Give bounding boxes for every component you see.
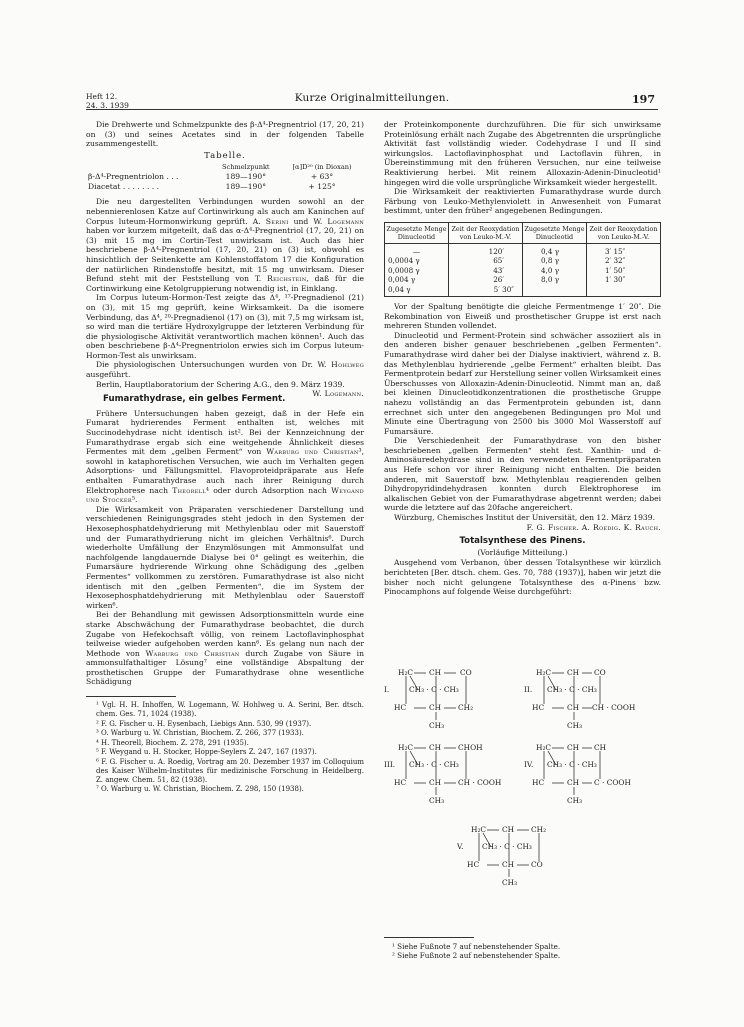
- formula-label: I.: [384, 685, 390, 694]
- column-header: Zugesetzte Menge Dinucleotid: [522, 222, 586, 243]
- column-header: Zeit der Reoxydation von Leuko-M.-V.: [448, 222, 522, 243]
- footnote: ⁷ O. Warburg u. W. Christian, Biochem. Z. 298, 150 (1938).: [96, 785, 304, 794]
- reoxidation-table: [384, 222, 661, 297]
- atom-group: CH: [502, 825, 515, 834]
- atom-group: HC: [467, 860, 480, 869]
- footnote: ⁵ F. Weygand u. H. Stocker, Hoppe-Seylers Z. 247, 167 (1937).: [96, 748, 317, 757]
- atom-group: CH₃: [429, 721, 445, 730]
- atom-group: CH₃: [429, 796, 445, 805]
- body-paragraph: Die Wirksamkeit von Präparaten verschiedener Darstellung und verschiedenen Reinigungsgrades steht jedoch in den Systemen der Hexosephosphatdehydrierung mit Methylenblau oder mit Sauerstoff und der Fumarathydrierung nicht im gleichen Verhältnis⁶. Durch wiederholte Umfällung der Enzymlösungen mit Ammonsulfat und nachfolgende langdauernde Dialyse bei 0° gelingt es weiterhin, die Fumarsäure hydrierende Wirkung ohne Schädigung des „gelben Fermentes“ vollkommen zu zerstören. Fumarathydrase ist also nicht identisch mit den „gelben Fermenten“, die im System der Hexosephosphatdehydrierung mit Methylenblau oder Sauerstoff wirken⁶.: [86, 504, 364, 610]
- footnotes: [86, 701, 364, 794]
- atom-group: CH: [567, 743, 580, 752]
- footnote: ¹ Vgl. H. H. Inhoffen, W. Logemann, W. Hohlweg u. A. Serini, Ber. dtsch. chem. Ges. 71, 1024 (1938).: [96, 701, 364, 719]
- body-paragraph: Bei der Behandlung mit gewissen Adsorptionsmitteln wurde eine starke Abschwächung der Fumarathydrase beobachtet, die durch Zugabe von Hefekochsaft völlig, von reinem Lactoflavinphosphat teilweise wieder aufgehoben werden kann⁶. Es gelang nun nach der Methode von Warburg und Christian durch Zugabe von Säure in ammonsulfathaltiger Lösung⁷ eine vollständige Abspaltung der prosthetischen Gruppe der Fumarathydrase ohne wesentliche Schädigung: [86, 610, 365, 687]
- table-cell: 0,0004 γ: [385, 256, 449, 265]
- pinene-synthesis-formulas: [384, 668, 661, 930]
- body-paragraph: Frühere Untersuchungen haben gezeigt, daß in der Hefe ein Fumarat hydrierendes Ferment enthalten ist, welches mit Succinodehydrase nicht identisch ist². Bei der Kennzeichnung der Fumarathydrase ergab sich eine weitgehende Ähnlichkeit dieses Fermentes mit dem „gelben Ferment“ von Warburg und Christian³, sowohl in kataphoretischen Versuchen, wie auch im Verhalten gegen Adsorptions- und Fällungsmittel. Flavoproteidpräparate aus Hefe enthalten Fumarathydrase auch nach ihrer Reinigung durch Elektrophorese nach Theorell⁴ oder durch Adsorption nach Weygand und Stocker⁵.: [86, 408, 365, 505]
- signature: F. G. Fischer. A. Roedig. K. Rauch.: [526, 522, 661, 532]
- atom-group: CH: [429, 743, 442, 752]
- atom-group: CH · COOH: [592, 703, 636, 712]
- footnote-rule: [384, 937, 474, 938]
- footnote-rule: [86, 696, 176, 697]
- rotation-value: + 63°: [310, 172, 334, 182]
- table-head-rotation: [α]D²⁰ (in Dioxan): [292, 163, 352, 172]
- table-cell: 26′: [448, 275, 522, 284]
- table-cell: 0,0008 γ: [385, 266, 449, 275]
- table-cell: 3′ 15″: [586, 243, 660, 256]
- footnote: ² Siehe Fußnote 2 auf nebenstehender Spalte.: [392, 951, 561, 961]
- table-row: [86, 172, 364, 182]
- atom-group: H₂C: [536, 668, 552, 677]
- table-cell: [586, 285, 660, 297]
- atom-group: CH₂: [531, 825, 547, 834]
- body-paragraph: Vor der Spaltung benötigte die gleiche Fermentmenge 1′ 20″. Die Rekombination von Eiweiß und prosthetischer Gruppe ist erst nach mehreren Stunden vollendet.: [384, 301, 661, 331]
- running-title: Kurze Originalmitteilungen.: [294, 92, 450, 104]
- body-paragraph: der Proteinkomponente durchzuführen. Die für sich unwirksame Proteinlösung erhält nach Zugabe des Abgetrennten die ursprüngliche Aktivität fast vollständig wieder. Codehydrase I und II sind wirkungslos. Lactoflavinphosphat und Lactoflavin führen, in Übereinstimmung mit den früheren Versuchen, nur eine teilweise Reaktivierung herbei. Mit reinem Alloxazin-Adenin-Dinucleotid¹ hingegen wird die volle ursprüngliche Wirksamkeit wieder hergestellt.: [384, 120, 661, 187]
- table-cell: —: [385, 243, 449, 256]
- compound-name: β-Δ⁴-Pregnentriolon . . .: [88, 172, 179, 182]
- author-name: Logemann: [327, 216, 364, 226]
- section-title: Totalsynthese des Pinens.: [459, 536, 586, 547]
- signature: W. Logemann.: [312, 389, 364, 399]
- table-cell: [522, 285, 586, 297]
- atom-group: HC: [532, 778, 545, 787]
- author-name: Warburg und Christian: [145, 648, 240, 658]
- table-cell: 1′ 50″: [586, 266, 660, 275]
- table-cell: 120′: [448, 243, 522, 256]
- table-cell: 0,4 γ: [522, 243, 586, 256]
- rotation-table: [86, 162, 364, 192]
- table-row: [385, 256, 661, 265]
- author-name: Warburg und Christian: [266, 447, 359, 457]
- atom-group: CH: [502, 860, 515, 869]
- atom-group: CHOH: [458, 743, 483, 752]
- body-paragraph: Im Corpus luteum-Hormon-Test zeigte das Δ⁴, ¹⁷-Pregnadienol (21) on (3), mit 15 mg geprüft, keine Wirksamkeit. Da die isomere Verbindung, das Δ⁴, ²⁰-Pregnadienol (17) on (3), mit 7,5 mg wirksam ist, so wird man die tertiäre Hydroxylgruppe der letzteren Verbindung für die physiologische Aktivität verantwortlich machen können¹. Auch das oben beschriebene β-Δ⁴-Pregnentriolon erwies sich im Corpus luteum-Hormon-Test als unwirksam.: [86, 293, 364, 360]
- atom-group: CO: [531, 860, 543, 869]
- table-cell: 65′: [448, 256, 522, 265]
- table-caption: Tabelle.: [204, 150, 246, 161]
- rotation-value: + 125°: [308, 182, 336, 192]
- table-cell: 4,0 γ: [522, 266, 586, 275]
- atom-group: CH₃: [502, 878, 518, 887]
- table-cell: 8,0 γ: [522, 275, 586, 284]
- atom-group: CH: [567, 778, 580, 787]
- issue-number: Heft 12.: [86, 92, 118, 101]
- right-footnotes: [384, 937, 661, 960]
- atom-group: CH: [594, 743, 607, 752]
- table-row: [86, 182, 364, 192]
- table-cell: 43′: [448, 266, 522, 275]
- footnote: ³ O. Warburg u. W. Christian, Biochem. Z. 266, 377 (1933).: [96, 729, 304, 738]
- intro-paragraph: Die Drehwerte und Schmelzpunkte des β-Δ⁴-Pregnentriol (17, 20, 21) on (3) und seines Acetates sind in der folgenden Tabelle zusammengestellt.: [86, 120, 364, 149]
- left-column: [86, 120, 364, 795]
- atom-group: H₂C: [398, 743, 414, 752]
- atom-group: HC: [394, 778, 407, 787]
- table-cell: 0,004 γ: [385, 275, 449, 284]
- melting-point: 189—190°: [225, 182, 267, 192]
- atom-group: CO: [594, 668, 606, 677]
- footnote: ⁴ H. Theorell, Biochem. Z. 278, 291 (1935).: [96, 738, 249, 747]
- table-header-row: [385, 222, 661, 243]
- bridge-group: CH₃ · C · CH₃: [482, 842, 532, 851]
- atom-group: H₂C: [471, 825, 487, 834]
- body-paragraph: Ausgehend vom Verbanon, über dessen Totalsynthese wir kürzlich berichteten [Ber. dtsch. chem. Ges. 70, 788 (1937)], haben wir jetzt die bisher noch nicht gelungene Totalsynthese des α-Pinens bzw. Pinocamphons auf folgende Weise durchgeführt:: [384, 558, 661, 597]
- author-name: Serini: [265, 216, 289, 226]
- table-header-row: [86, 162, 364, 172]
- page-number: 197: [632, 93, 655, 106]
- body-paragraph: Dinucleotid und Ferment-Protein sind schwächer assoziiert als in den anderen bisher genauer beschriebenen „gelben Fermenten“. Fumarathydrase wird daher bei der Dialyse inaktiviert, während z. B. das Methylenblau hydrierende „gelbe Ferment“ erhalten bleibt. Das Fermentprotein bedarf zur Herstellung seiner vollen Wirksamkeit eines Überschusses von Alloxazin-Adenin-Dinucleotid. Nimmt man an, daß bei kleinen Dinucleotidkonzentrationen die prosthetische Gruppe nahezu vollständig an das Fermentprotein gebunden ist, dann errechnet sich unter den angegebenen Bedingungen pro Mol und Minute eine Übertragung von 2500 bis 3000 Mol Wasserstoff auf Fumarsäure.: [384, 330, 661, 436]
- atom-group: H₂C: [398, 668, 414, 677]
- formula-label: IV.: [524, 760, 534, 769]
- bridge-group: CH₃ · C · CH₃: [409, 685, 459, 694]
- table-row: [385, 275, 661, 284]
- atom-group: CH: [567, 668, 580, 677]
- body-paragraph: Die Verschiedenheit der Fumarathydrase von den bisher beschriebenen „gelben Fermenten“ steht fest. Xanthin- und d-Aminosäuredehydrase sind in den verwendeten Fermentpräparaten aus Hefe schon vor ihrer Reinigung nicht enthalten. Die beiden anderen, mit Sauerstoff bzw. Methylenblau reagierenden gelben Dihydropyridindehydrasen konnten durch Elektrophorese im alkalischen Gebiet von der Fumarathydrase abgetrennt werden; dabei wurde die letztere auf das 20fache angereichert.: [384, 436, 661, 513]
- author-name: Hohlweg: [331, 360, 364, 370]
- atom-group: CH · COOH: [458, 778, 502, 787]
- body-paragraph: Die physiologischen Untersuchungen wurden von Dr. W. Hohlweg ausgeführt.: [86, 360, 364, 380]
- formula-label: II.: [524, 685, 533, 694]
- bridge-group: CH₃ · C · CH₃: [547, 685, 597, 694]
- bridge-group: CH₃ · C · CH₃: [409, 760, 459, 769]
- table-cell: 1′ 30″: [586, 275, 660, 284]
- issue-date: 24. 3. 1939: [86, 101, 129, 110]
- table-row: [385, 285, 661, 297]
- column-header: Zugesetzte Menge Dinucleotid: [385, 222, 449, 243]
- footnote: ¹ Siehe Fußnote 7 auf nebenstehender Spalte.: [392, 942, 561, 951]
- body-paragraph: Die Wirksamkeit der reaktivierten Fumarathydrase wurde durch Färbung von Leuko-Methylenviolett in Anwesenheit von Fumarat bestimmt, unter den früher² angegebenen Bedingungen.: [384, 187, 661, 216]
- formula-label: III.: [384, 760, 396, 769]
- atom-group: HC: [532, 703, 545, 712]
- author-name: Reichstein: [267, 274, 307, 284]
- atom-group: HC: [394, 703, 407, 712]
- table-cell: 5′ 30″: [448, 285, 522, 297]
- atom-group: CH₂: [458, 703, 474, 712]
- body-paragraph: Die neu dargestellten Verbindungen wurden sowohl an der nebennierenlosen Katze auf Cortinwirkung als auch am Kaninchen auf Corpus luteum-Hormonwirkung geprüft. A. Serini und W. Logemann haben vor kurzem mitgeteilt, daß das α-Δ⁴-Pregnentriol (17, 20, 21) on (3) mit 15 mg im Cortin-Test unwirksam ist. Auch das hier beschriebene β-Δ⁴-Pregnentriol (17, 20, 21) on (3) ist, obwohl es hinsichtlich der Seitenkette am Kohlenstoffatom 17 die Konfiguration der natürlichen Rindenstoffe besitzt, mit 15 mg unwirksam. Dieser Befund steht mit der Feststellung von T. Reichstein, daß für die Cortinwirkung eine Ketolgruppierung notwendig ist, in Einklang.: [86, 197, 364, 293]
- atom-group: CO: [460, 668, 472, 677]
- column-header: Zeit der Reoxydation von Leuko-M.-V.: [586, 222, 660, 243]
- bridge-group: CH₃ · C · CH₃: [547, 760, 597, 769]
- atom-group: C · COOH: [594, 778, 631, 787]
- table-row: [385, 243, 661, 256]
- atom-group: CH: [429, 778, 442, 787]
- section-title: Fumarathydrase, ein gelbes Ferment.: [103, 394, 286, 405]
- table-cell: 0,04 γ: [385, 285, 449, 297]
- structural-formulas: [384, 668, 661, 930]
- melting-point: 189—190°: [225, 172, 267, 182]
- author-name: Theorell: [172, 485, 206, 495]
- affiliation-paragraph: Berlin, Hauptlaboratorium der Schering A.G., den 9. März 1939. W. Logemann.: [96, 379, 364, 399]
- atom-group: CH₃: [567, 721, 583, 730]
- table-cell: 2′ 32″: [586, 256, 660, 265]
- affiliation-paragraph: Würzburg, Chemisches Institut der Universität, den 12. März 1939.: [394, 513, 655, 523]
- atom-group: H₂C: [536, 743, 552, 752]
- formula-label: V.: [457, 842, 464, 851]
- atom-group: CH: [567, 703, 580, 712]
- atom-group: CH: [429, 703, 442, 712]
- table-head-melting: Schmelzpunkt: [222, 163, 270, 172]
- footnote: ⁶ F. G. Fischer u. A. Roedig, Vortrag am 20. Dezember 1937 im Colloquium des Kaiser Wilhelm-Institutes für medizinische Forschung in Heidelberg. Z. angew. Chem. 51, 82 (1938).: [96, 757, 364, 784]
- atom-group: CH: [429, 668, 442, 677]
- header-rule: [86, 109, 658, 110]
- footnote: ² F. G. Fischer u. H. Eysenbach, Liebigs Ann. 530, 99 (1937).: [96, 719, 312, 728]
- compound-name: Diacetat . . . . . . . .: [88, 182, 160, 192]
- right-column: [384, 120, 661, 597]
- section-subtitle: (Vorläufige Mitteilung.): [477, 547, 568, 557]
- table-row: [385, 266, 661, 275]
- atom-group: CH₃: [567, 796, 583, 805]
- author-name: Weygand und Stocker: [86, 485, 364, 505]
- table-cell: 0,8 γ: [522, 256, 586, 265]
